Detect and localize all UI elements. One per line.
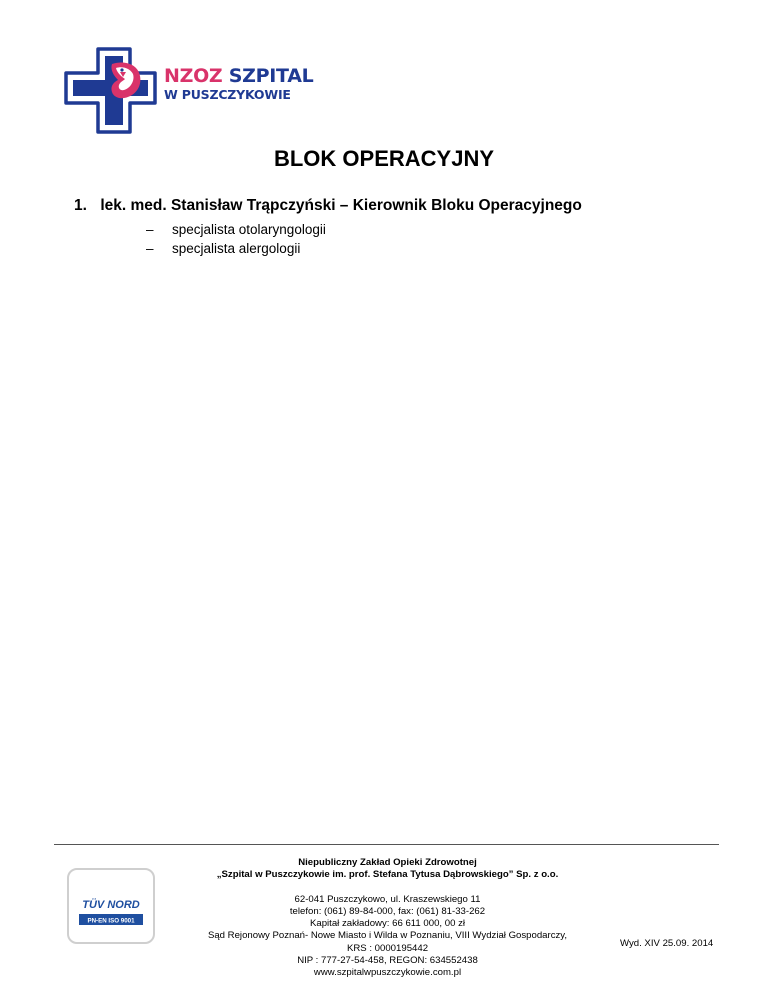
footer-krs: KRS : 0000195442 bbox=[346, 942, 429, 954]
specialty-text: specjalista alergologii bbox=[172, 241, 301, 256]
footer-capital: Kapitał zakładowy: 66 611 000, 00 zł bbox=[309, 918, 466, 930]
list-dash: – bbox=[146, 241, 154, 256]
footer-phone: telefon: (061) 89-84-000, fax: (061) 81-33-262 bbox=[289, 905, 486, 917]
footer-address: 62-041 Puszczykowo, ul. Kraszewskiego 11 bbox=[294, 893, 481, 905]
footer-org-fullname: „Szpital w Puszczykowie im. prof. Stefana Tytusa Dąbrowskiego” Sp. z o.o. bbox=[216, 869, 559, 881]
footer-org-name: Niepubliczny Zakład Opieki Zdrowotnej bbox=[298, 857, 477, 868]
specialty-item bbox=[146, 220, 326, 239]
doctor-name: lek. med. Stanisław Trąpczyński – Kierownik Bloku Operacyjnego bbox=[100, 197, 582, 214]
cert-brand: TÜV NORD bbox=[82, 899, 140, 911]
logo-text bbox=[164, 67, 313, 102]
footer-website: www.szpitalwpuszczykowie.com.pl bbox=[313, 967, 462, 979]
medical-cross-icon bbox=[62, 46, 162, 136]
doctor-number: 1. bbox=[74, 197, 87, 214]
specialty-item bbox=[146, 239, 326, 258]
list-dash: – bbox=[146, 222, 154, 237]
footer bbox=[160, 857, 615, 980]
footer-court: Sąd Rejonowy Poznań- Nowe Miasto i Wilda w Poznaniu, VIII Wydział Gospodarczy, bbox=[207, 930, 568, 942]
footer-divider bbox=[54, 844, 719, 845]
footer-nip-regon: NIP : 777-27-54-458, REGON: 634552438 bbox=[297, 955, 478, 967]
logo-subtitle: W PUSZCZYKOWIE bbox=[164, 87, 291, 102]
specialty-text: specjalista otolaryngologii bbox=[172, 222, 326, 237]
specialty-list bbox=[146, 220, 326, 258]
doctor-entry bbox=[74, 197, 582, 215]
cert-standard: PN-EN ISO 9001 bbox=[87, 917, 135, 925]
iso-certificate-badge bbox=[67, 868, 155, 944]
tuv-nord-logo-icon bbox=[69, 870, 153, 942]
edition-label: Wyd. XIV 25.09. 2014 bbox=[620, 938, 714, 949]
page-title: BLOK OPERACYJNY bbox=[273, 146, 495, 171]
logo-title: NZOZ SZPITAL bbox=[164, 65, 314, 87]
